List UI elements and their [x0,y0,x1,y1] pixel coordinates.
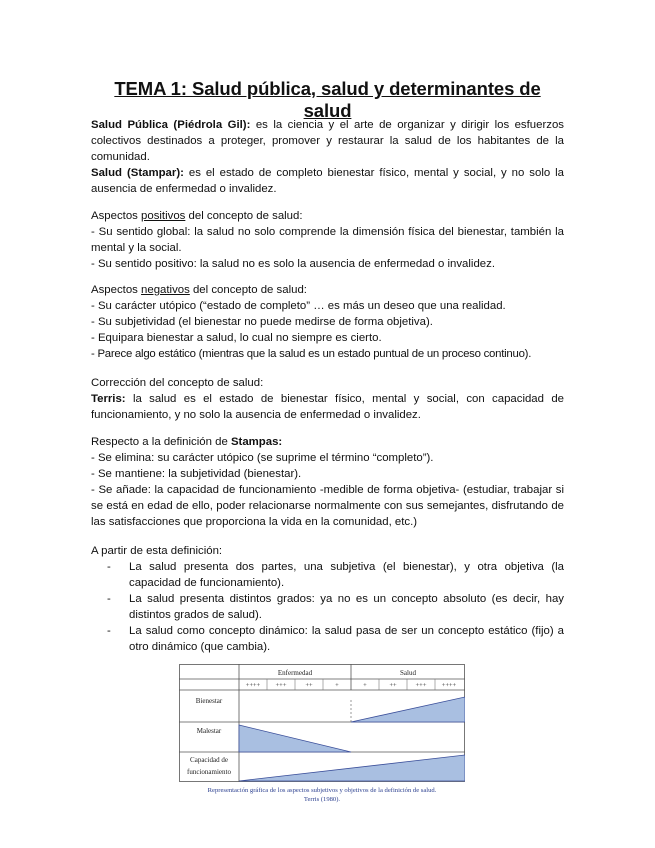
section-heading: Respecto a la definición de Stampas: [91,436,283,448]
definition-term: Salud (Stampar): [91,167,184,179]
list-item: - Se elimina: su carácter utópico (se suprime el término “completo”). [91,452,434,464]
grade-label: +++ [275,682,287,689]
figure-caption: Representación gráfica de los aspectos subjetivos y objetivos de la definición de salud. Terris (1980). [207,787,437,803]
list-item: - La salud presenta dos partes, una subjetiva (el bienestar), y otra objetiva (la capacidad de funcionamiento). [107,561,564,589]
list-item: - Su carácter utópico (“estado de completo” … es más un deseo que una realidad. [91,300,506,312]
grade-label: + [363,682,367,689]
positive-aspects [91,208,564,272]
grade-label: ++++ [245,682,261,689]
list-item: - Su sentido global: la salud no solo comprende la dimensión física del bienestar, también la mental y la social. [91,226,564,254]
list-item: - Equipara bienestar a salud, lo cual no siempre es cierto. [91,332,382,344]
correction-text: Terris: la salud es el estado de bienestar físico, mental y social, con capacidad de funcionamiento, y no solo la ausencia de enfermedad o invalidez. [91,393,564,421]
row-label-bienestar: Bienestar [195,697,223,705]
col-header-enfermedad: Enfermedad [277,669,313,677]
row-label-capacidad: funcionamiento [187,768,231,776]
definition-text: es la ciencia y el arte de organizar y dirigir los esfuerzos colectivos destinados a proteger, promover y restaurar la salud de los habitantes de la comunidad. [91,119,564,163]
page-title: TEMA 1: Salud pública, salud y determinantes de salud [114,78,541,121]
definition-consequences [91,543,564,655]
definition-text: es el estado de completo bienestar físico, mental y social, y no solo la ausencia de enfermedad o invalidez. [91,167,564,195]
list-item: - Parece algo estático (mientras que la salud es un estado puntual de un proceso continuo). [91,348,532,360]
definition-salud-publica [91,117,564,165]
definition-salud [91,165,564,197]
list-item: - Su sentido positivo: la salud no es solo la ausencia de enfermedad o invalidez. [91,258,495,270]
list-item: - Se mantiene: la subjetividad (bienestar). [91,468,302,480]
capacidad-wedge [239,755,465,781]
definition-term: Terris: [91,393,126,405]
row-label-malestar: Malestar [196,727,222,735]
malestar-wedge [239,725,351,752]
dash-bullet: - [107,593,111,605]
negative-aspects [91,282,564,362]
row-label-capacidad: Capacidad de [190,756,228,764]
consequence-list [91,559,564,655]
list-item: - La salud presenta distintos grados: ya no es un concepto absoluto (es decir, hay distintos grados de salud). [107,593,564,621]
bienestar-wedge [351,697,465,722]
dash-bullet: - [107,561,111,573]
list-item: - Su subjetividad (el bienestar no puede medirse de forma objetiva). [91,316,433,328]
grade-label: +++ [415,682,427,689]
correction-section [91,375,564,423]
health-diagram-figure [179,664,465,803]
section-heading: Aspectos positivos del concepto de salud: [91,210,303,222]
respect-section [91,434,564,530]
section-heading: A partir de esta definición: [91,545,223,557]
col-header-salud: Salud [400,669,416,677]
grade-label: ++ [389,682,397,689]
section-heading: Corrección del concepto de salud: [91,377,264,389]
definition-term: Salud Pública (Piédrola Gil): [91,119,251,131]
dash-bullet: - [107,625,111,637]
list-item: - La salud como concepto dinámico: la salud pasa de ser un concepto estático (fijo) a otro dinámico (que cambia). [107,625,564,653]
health-diagram [179,664,465,784]
grade-label: + [335,682,339,689]
grade-label: ++++ [441,682,457,689]
grade-label: ++ [305,682,313,689]
list-item: - Se añade: la capacidad de funcionamiento -medible de forma objetiva- (estudiar, trabajar si se está en edad de ello, poder relacionarse normalmente con sus semejantes, disfrutando de las satisfacciones que proporciona la vida en la comunidad, etc.) [91,484,564,528]
section-heading: Aspectos negativos del concepto de salud: [91,284,307,296]
